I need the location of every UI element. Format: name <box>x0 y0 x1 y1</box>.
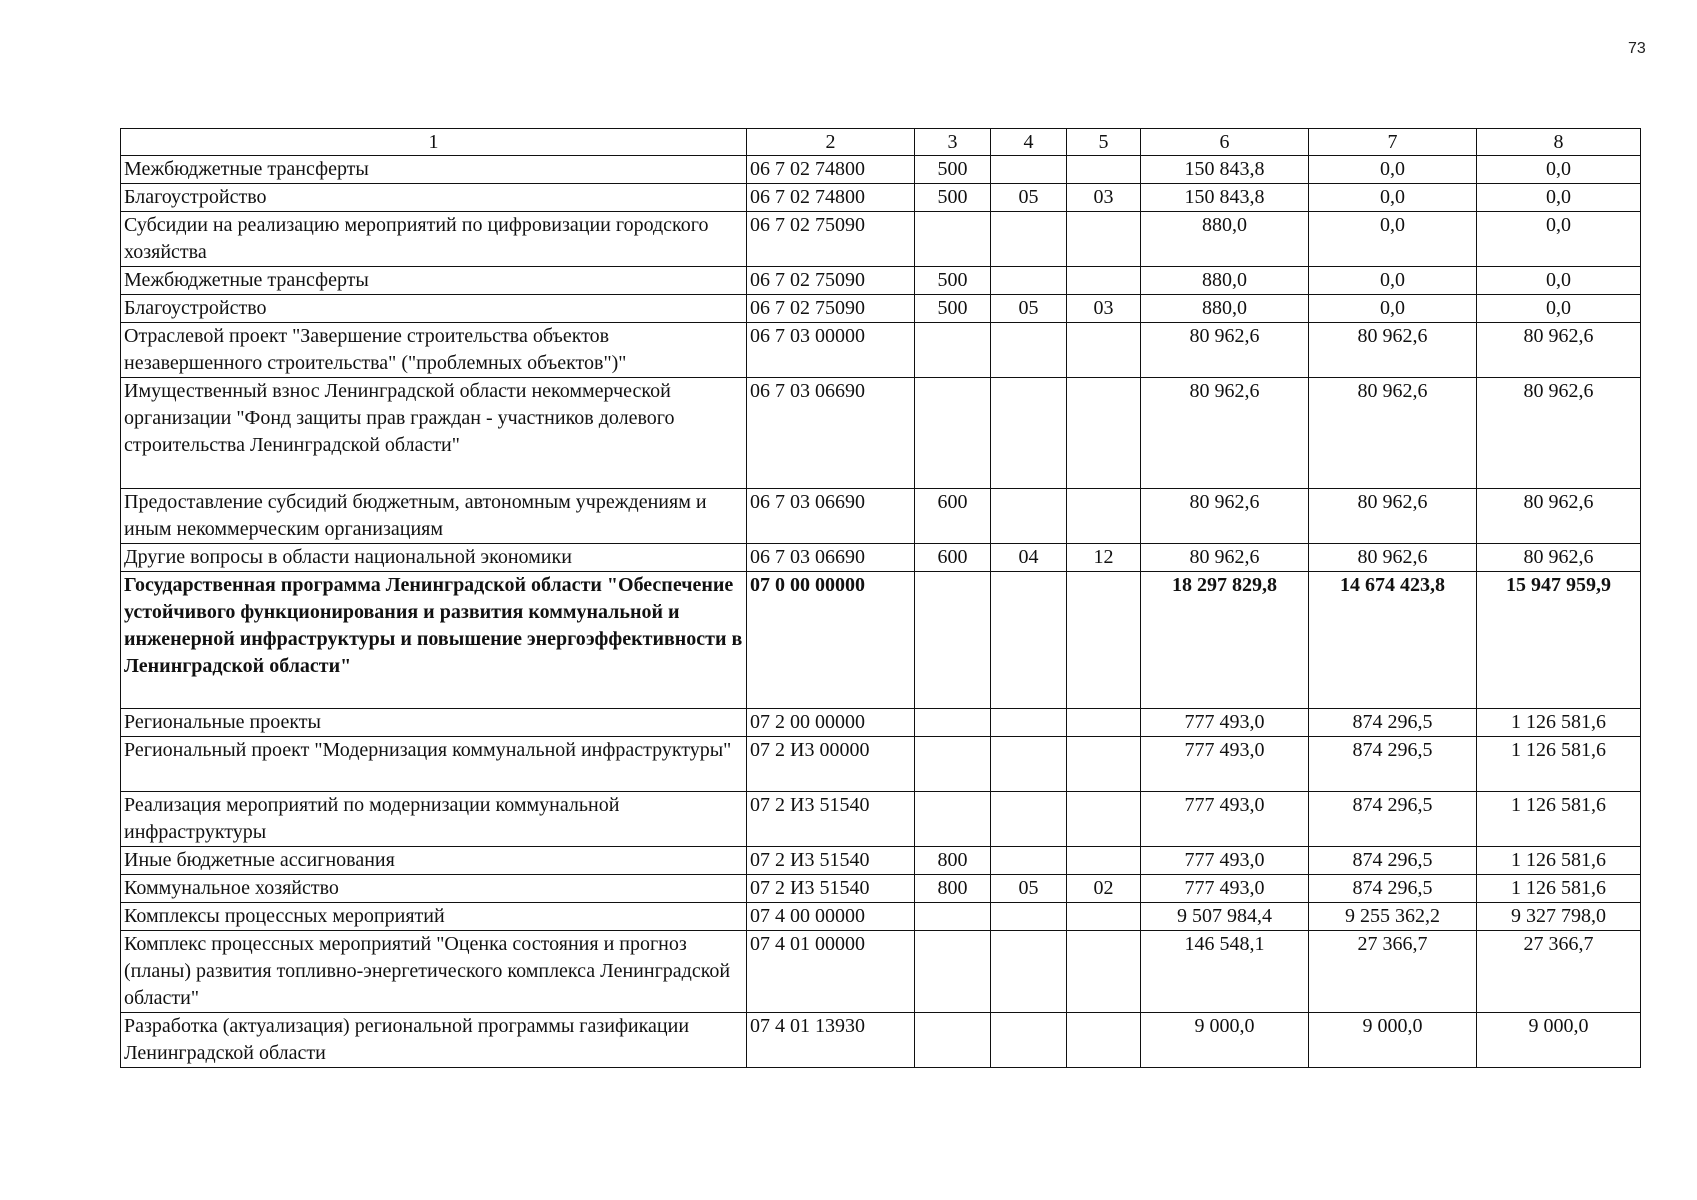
row-vr <box>915 931 991 1013</box>
row-rz: 05 <box>991 184 1067 212</box>
row-rz <box>991 323 1067 378</box>
row-rz <box>991 156 1067 184</box>
row-rz <box>991 847 1067 875</box>
row-value-6: 150 843,8 <box>1141 184 1309 212</box>
row-value-6: 80 962,6 <box>1141 378 1309 489</box>
table-row <box>121 847 1641 875</box>
row-name: Благоустройство <box>121 184 747 212</box>
row-value-6: 777 493,0 <box>1141 875 1309 903</box>
row-code: 06 7 02 74800 <box>747 184 915 212</box>
row-value-6: 18 297 829,8 <box>1141 572 1309 709</box>
row-value-6: 880,0 <box>1141 212 1309 267</box>
row-pr: 03 <box>1067 184 1141 212</box>
row-vr <box>915 378 991 489</box>
row-name: Межбюджетные трансферты <box>121 156 747 184</box>
row-value-7: 9 255 362,2 <box>1309 903 1477 931</box>
row-name: Межбюджетные трансферты <box>121 267 747 295</box>
table-row <box>121 572 1641 709</box>
table-body <box>121 156 1641 1068</box>
table-row <box>121 709 1641 737</box>
row-value-8: 80 962,6 <box>1477 544 1641 572</box>
row-value-7: 80 962,6 <box>1309 489 1477 544</box>
row-rz <box>991 792 1067 847</box>
row-pr <box>1067 931 1141 1013</box>
row-value-6: 150 843,8 <box>1141 156 1309 184</box>
row-value-8: 1 126 581,6 <box>1477 847 1641 875</box>
row-code: 07 2 И3 00000 <box>747 737 915 792</box>
table-row <box>121 903 1641 931</box>
row-vr <box>915 1013 991 1068</box>
row-value-6: 9 507 984,4 <box>1141 903 1309 931</box>
row-pr <box>1067 709 1141 737</box>
row-value-8: 15 947 959,9 <box>1477 572 1641 709</box>
row-rz <box>991 737 1067 792</box>
row-value-8: 1 126 581,6 <box>1477 792 1641 847</box>
header-col-8: 8 <box>1477 129 1641 156</box>
row-code: 06 7 03 06690 <box>747 378 915 489</box>
row-name: Благоустройство <box>121 295 747 323</box>
row-value-7: 874 296,5 <box>1309 875 1477 903</box>
row-value-8: 1 126 581,6 <box>1477 875 1641 903</box>
row-pr <box>1067 378 1141 489</box>
row-value-7: 9 000,0 <box>1309 1013 1477 1068</box>
row-code: 06 7 02 75090 <box>747 267 915 295</box>
row-value-7: 80 962,6 <box>1309 544 1477 572</box>
row-value-7: 0,0 <box>1309 295 1477 323</box>
row-pr <box>1067 792 1141 847</box>
row-value-8: 0,0 <box>1477 212 1641 267</box>
table-row <box>121 544 1641 572</box>
table-row <box>121 267 1641 295</box>
row-code: 07 2 И3 51540 <box>747 792 915 847</box>
table-row <box>121 156 1641 184</box>
row-vr: 600 <box>915 489 991 544</box>
row-pr <box>1067 1013 1141 1068</box>
table-row <box>121 295 1641 323</box>
row-pr <box>1067 489 1141 544</box>
row-value-6: 880,0 <box>1141 295 1309 323</box>
row-value-7: 874 296,5 <box>1309 737 1477 792</box>
row-pr: 03 <box>1067 295 1141 323</box>
header-col-5: 5 <box>1067 129 1141 156</box>
row-value-8: 9 327 798,0 <box>1477 903 1641 931</box>
row-vr: 800 <box>915 875 991 903</box>
row-code: 06 7 03 00000 <box>747 323 915 378</box>
row-name: Региональный проект "Модернизация коммунальной инфраструктуры" <box>121 737 747 792</box>
row-code: 07 0 00 00000 <box>747 572 915 709</box>
row-pr <box>1067 847 1141 875</box>
row-rz: 05 <box>991 295 1067 323</box>
row-name: Комплексы процессных мероприятий <box>121 903 747 931</box>
row-vr: 500 <box>915 184 991 212</box>
row-code: 07 2 00 00000 <box>747 709 915 737</box>
row-name: Комплекс процессных мероприятий "Оценка состояния и прогноз (планы) развития топливно-энергетического комплекса Ленинградской области" <box>121 931 747 1013</box>
row-rz <box>991 931 1067 1013</box>
row-value-6: 777 493,0 <box>1141 847 1309 875</box>
row-vr <box>915 903 991 931</box>
table-row <box>121 212 1641 267</box>
row-rz <box>991 1013 1067 1068</box>
row-value-8: 27 366,7 <box>1477 931 1641 1013</box>
row-value-6: 777 493,0 <box>1141 737 1309 792</box>
row-value-8: 9 000,0 <box>1477 1013 1641 1068</box>
row-pr <box>1067 737 1141 792</box>
row-rz <box>991 572 1067 709</box>
row-name: Разработка (актуализация) региональной программы газификации Ленинградской области <box>121 1013 747 1068</box>
header-col-4: 4 <box>991 129 1067 156</box>
table-row <box>121 378 1641 489</box>
row-value-8: 1 126 581,6 <box>1477 737 1641 792</box>
row-value-6: 80 962,6 <box>1141 544 1309 572</box>
row-vr: 800 <box>915 847 991 875</box>
row-vr <box>915 572 991 709</box>
row-code: 07 4 01 00000 <box>747 931 915 1013</box>
row-value-7: 80 962,6 <box>1309 378 1477 489</box>
table-row <box>121 489 1641 544</box>
row-value-6: 880,0 <box>1141 267 1309 295</box>
table-row <box>121 792 1641 847</box>
row-vr <box>915 323 991 378</box>
row-value-6: 777 493,0 <box>1141 792 1309 847</box>
row-name: Коммунальное хозяйство <box>121 875 747 903</box>
row-value-7: 874 296,5 <box>1309 792 1477 847</box>
row-value-8: 0,0 <box>1477 267 1641 295</box>
row-code: 07 4 00 00000 <box>747 903 915 931</box>
row-code: 07 2 И3 51540 <box>747 847 915 875</box>
row-rz <box>991 903 1067 931</box>
row-name: Субсидии на реализацию мероприятий по цифровизации городского хозяйства <box>121 212 747 267</box>
row-pr <box>1067 267 1141 295</box>
row-name: Имущественный взнос Ленинградской области некоммерческой организации "Фонд защиты прав граждан - участников долевого строительства Ленинградской области" <box>121 378 747 489</box>
row-pr <box>1067 212 1141 267</box>
header-col-6: 6 <box>1141 129 1309 156</box>
row-pr: 12 <box>1067 544 1141 572</box>
header-row <box>121 129 1641 156</box>
row-code: 07 2 И3 51540 <box>747 875 915 903</box>
row-value-6: 9 000,0 <box>1141 1013 1309 1068</box>
row-vr: 600 <box>915 544 991 572</box>
row-value-7: 27 366,7 <box>1309 931 1477 1013</box>
row-code: 06 7 02 74800 <box>747 156 915 184</box>
table-row <box>121 323 1641 378</box>
row-value-7: 0,0 <box>1309 267 1477 295</box>
row-value-8: 1 126 581,6 <box>1477 709 1641 737</box>
row-value-8: 0,0 <box>1477 156 1641 184</box>
row-vr <box>915 212 991 267</box>
header-col-2: 2 <box>747 129 915 156</box>
row-rz <box>991 267 1067 295</box>
table-row <box>121 737 1641 792</box>
row-value-6: 146 548,1 <box>1141 931 1309 1013</box>
row-name: Другие вопросы в области национальной экономики <box>121 544 747 572</box>
row-rz <box>991 378 1067 489</box>
table-row <box>121 1013 1641 1068</box>
row-value-8: 80 962,6 <box>1477 323 1641 378</box>
row-value-7: 0,0 <box>1309 212 1477 267</box>
row-vr: 500 <box>915 156 991 184</box>
row-vr: 500 <box>915 267 991 295</box>
budget-table <box>120 128 1641 1068</box>
row-name: Иные бюджетные ассигнования <box>121 847 747 875</box>
row-code: 06 7 03 06690 <box>747 489 915 544</box>
row-rz <box>991 489 1067 544</box>
row-pr <box>1067 903 1141 931</box>
row-value-7: 80 962,6 <box>1309 323 1477 378</box>
row-value-7: 0,0 <box>1309 184 1477 212</box>
row-rz <box>991 212 1067 267</box>
row-vr <box>915 792 991 847</box>
row-code: 06 7 03 06690 <box>747 544 915 572</box>
row-value-8: 80 962,6 <box>1477 489 1641 544</box>
row-pr <box>1067 323 1141 378</box>
row-value-8: 0,0 <box>1477 295 1641 323</box>
page-number: 73 <box>1628 40 1646 57</box>
row-name: Государственная программа Ленинградской области "Обеспечение устойчивого функционирования и развития коммунальной и инженерной инфраструктуры и повышение энергоэффективности в Ленинградской области" <box>121 572 747 709</box>
row-value-7: 14 674 423,8 <box>1309 572 1477 709</box>
table-row <box>121 875 1641 903</box>
row-code: 06 7 02 75090 <box>747 212 915 267</box>
row-code: 07 4 01 13930 <box>747 1013 915 1068</box>
row-rz <box>991 709 1067 737</box>
row-name: Предоставление субсидий бюджетным, автономным учреждениям и иным некоммерческим организациям <box>121 489 747 544</box>
row-vr <box>915 737 991 792</box>
header-col-7: 7 <box>1309 129 1477 156</box>
row-rz: 04 <box>991 544 1067 572</box>
row-value-7: 874 296,5 <box>1309 709 1477 737</box>
row-pr: 02 <box>1067 875 1141 903</box>
row-pr <box>1067 156 1141 184</box>
row-vr <box>915 709 991 737</box>
row-value-8: 0,0 <box>1477 184 1641 212</box>
row-rz: 05 <box>991 875 1067 903</box>
row-name: Реализация мероприятий по модернизации коммунальной инфраструктуры <box>121 792 747 847</box>
table-row <box>121 931 1641 1013</box>
row-name: Отраслевой проект "Завершение строительства объектов незавершенного строительства" ("проблемных объектов")" <box>121 323 747 378</box>
row-value-6: 80 962,6 <box>1141 489 1309 544</box>
header-col-1: 1 <box>121 129 747 156</box>
row-code: 06 7 02 75090 <box>747 295 915 323</box>
row-vr: 500 <box>915 295 991 323</box>
row-value-7: 874 296,5 <box>1309 847 1477 875</box>
row-value-6: 80 962,6 <box>1141 323 1309 378</box>
row-name: Региональные проекты <box>121 709 747 737</box>
header-col-3: 3 <box>915 129 991 156</box>
row-value-8: 80 962,6 <box>1477 378 1641 489</box>
table-row <box>121 184 1641 212</box>
row-value-7: 0,0 <box>1309 156 1477 184</box>
row-pr <box>1067 572 1141 709</box>
row-value-6: 777 493,0 <box>1141 709 1309 737</box>
